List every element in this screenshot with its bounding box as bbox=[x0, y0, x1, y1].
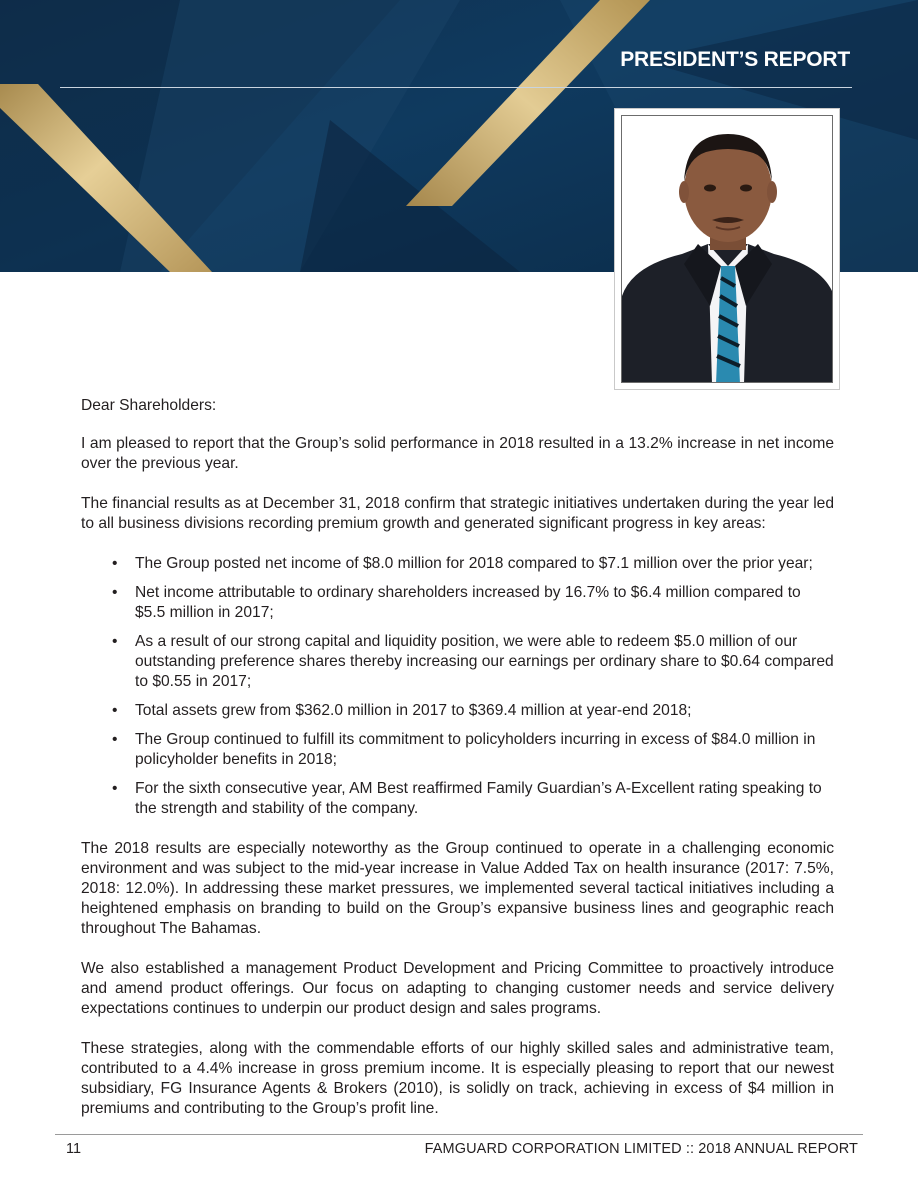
list-item-text: For the sixth consecutive year, AM Best reaffirmed Family Guardian’s A-Excellent rating speaking to the strength and stability of the company. bbox=[135, 780, 822, 817]
bullet-icon: • bbox=[112, 584, 118, 601]
bullet-icon: • bbox=[112, 555, 118, 572]
footer-title: FAMGUARD CORPORATION LIMITED :: 2018 ANNUAL REPORT bbox=[424, 1141, 858, 1157]
president-photo bbox=[621, 115, 833, 383]
intro-paragraph: I am pleased to report that the Group’s solid performance in 2018 resulted in a 13.2% increase in net income over the previous year. bbox=[81, 435, 834, 472]
list-item bbox=[81, 730, 834, 770]
list-item bbox=[81, 779, 834, 819]
highlights-list bbox=[81, 554, 834, 819]
financial-results-paragraph: The financial results as at December 31, 2018 confirm that strategic initiatives undertaken during the year led to all business divisions recording premium growth and generated significant progress in key areas: bbox=[81, 495, 834, 532]
list-item bbox=[81, 701, 834, 721]
list-item-text: The Group posted net income of $8.0 million for 2018 compared to $7.1 million over the prior year; bbox=[135, 555, 813, 572]
committee-paragraph: We also established a management Product Development and Pricing Committee to proactively introduce and amend product offerings. Our focus on adapting to changing customer needs and service delivery expectations continues to underpin our product design and sales programs. bbox=[81, 960, 834, 1017]
list-item-text: The Group continued to fulfill its commitment to policyholders incurring in excess of $84.0 million in policyholder benefits in 2018; bbox=[135, 731, 816, 768]
bullet-icon: • bbox=[112, 731, 118, 748]
list-item-text: Total assets grew from $362.0 million in 2017 to $369.4 million at year-end 2018; bbox=[135, 702, 692, 719]
strategies-paragraph: These strategies, along with the commendable efforts of our highly skilled sales and administrative team, contributed to a 4.4% increase in gross premium income. It is especially pleasing to report that our newest subsidiary, FG Insurance Agents & Brokers (2010), is solidly on track, achieving in excess of $4 million in premiums and contributing to the Group’s profit line. bbox=[81, 1040, 834, 1117]
page-number: 11 bbox=[66, 1141, 82, 1157]
list-item-text: As a result of our strong capital and liquidity position, we were able to redeem $5.0 million of our outstanding preference shares thereby increasing our earnings per ordinary share to $0.64 compared to $0.55 in 2017; bbox=[135, 633, 834, 690]
list-item bbox=[81, 583, 834, 623]
list-item bbox=[81, 554, 834, 574]
bullet-icon: • bbox=[112, 702, 118, 719]
bullet-icon: • bbox=[112, 780, 118, 797]
report-body bbox=[81, 396, 834, 1139]
list-item-text: Net income attributable to ordinary shareholders increased by 16.7% to $6.4 million compared to $5.5 million in 2017; bbox=[135, 584, 801, 621]
bullet-icon: • bbox=[112, 633, 118, 650]
results-paragraph: The 2018 results are especially noteworthy as the Group continued to operate in a challenging economic environment and was subject to the mid-year increase in Value Added Tax on health insurance (2017: 7.5%, 2018: 12.0%). In addressing these market pressures, we implemented several tactical initiatives including a heightened emphasis on branding to build on the Group’s expansive business lines and geographic reach throughout The Bahamas. bbox=[81, 840, 834, 937]
footer-divider bbox=[55, 1134, 863, 1135]
list-item bbox=[81, 632, 834, 692]
president-photo-frame bbox=[614, 108, 840, 390]
title-divider bbox=[60, 87, 852, 88]
portrait-image bbox=[622, 116, 833, 383]
salutation: Dear Shareholders: bbox=[81, 397, 217, 414]
page-title: PRESIDENT’S REPORT bbox=[620, 48, 850, 71]
